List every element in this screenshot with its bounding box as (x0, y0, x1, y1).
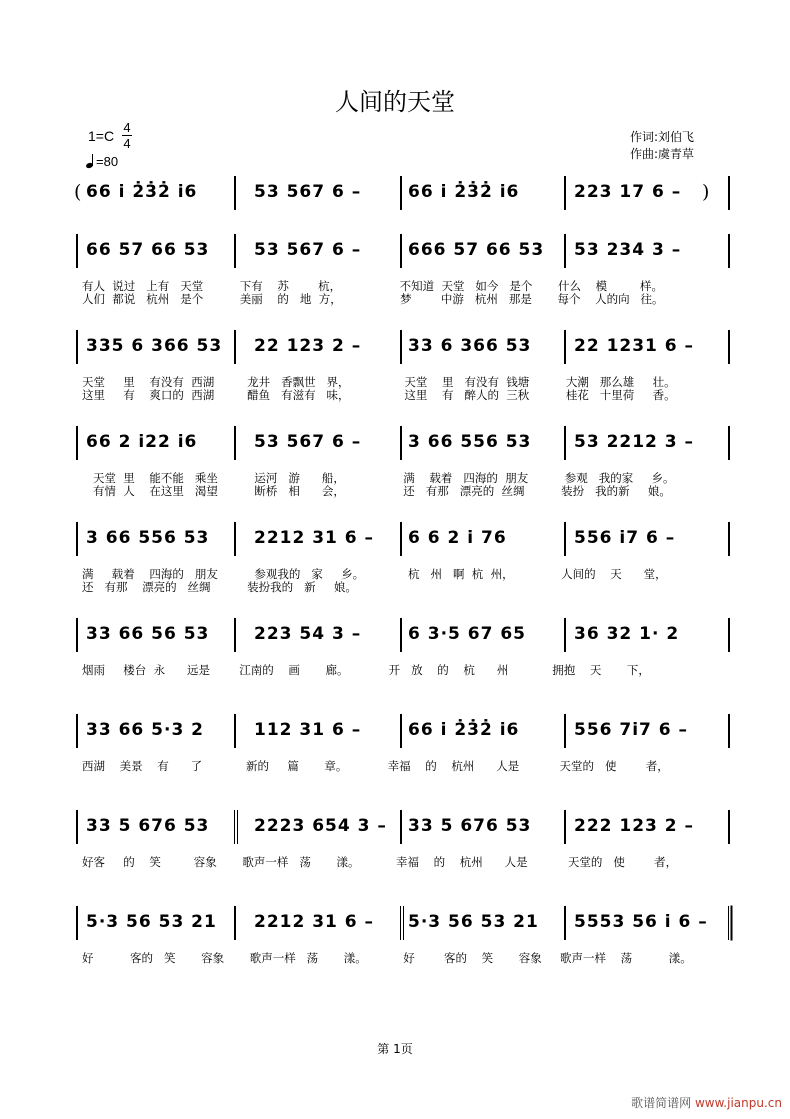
measure: 22 123 2 – (254, 336, 362, 356)
barline (728, 618, 730, 652)
lyric-line: 天堂 里 有没有 西湖 龙井 香飘世 界， 天堂 里 有没有 钱塘 大潮 那么雄 壮。 (82, 375, 676, 389)
barline (76, 618, 78, 652)
staff-line (76, 522, 730, 556)
lyric-line: 好 客的 笑 容象 歌声一样 荡 漾。 好 客的 笑 容象 歌声一样 荡 漾。 (82, 951, 692, 965)
barline (234, 906, 236, 940)
measure: 112 31 6 – (254, 720, 362, 740)
measure: 3 66 556 53 (86, 528, 210, 548)
watermark-site: 歌谱简谱网 (631, 1096, 692, 1110)
barline (400, 330, 402, 364)
barline (564, 618, 566, 652)
barline (564, 234, 566, 268)
barline (728, 714, 730, 748)
barline (728, 906, 729, 940)
barline (76, 426, 78, 460)
measure: 556 i7 6 – (574, 528, 676, 548)
measure: 53 234 3 – (574, 240, 682, 260)
score-system (76, 714, 730, 804)
score-system (76, 906, 730, 996)
score-system (76, 810, 730, 900)
barline (234, 234, 236, 268)
measure: 53 567 6 – (254, 240, 362, 260)
composer-credit: 作曲:虞青草 (630, 147, 695, 161)
staff-line (76, 330, 730, 364)
barline (564, 330, 566, 364)
barline (728, 810, 730, 844)
barline (400, 906, 401, 940)
barline (400, 618, 402, 652)
lyric-line: 有情 人 在这里 渴望 断桥 相 会， 还 有那 漂亮的 丝绸 装扮 我的新 娘。 (82, 484, 671, 498)
staff-line (76, 714, 730, 748)
barline (76, 810, 78, 844)
staff-line (76, 810, 730, 844)
barline (234, 810, 235, 844)
measure: 66 57 66 53 (86, 240, 210, 260)
measure: 3 66 556 53 (408, 432, 532, 452)
barline (728, 176, 730, 210)
measure: 6 6 2 i 76 (408, 528, 507, 548)
time-signature (122, 120, 132, 151)
staff-line (76, 906, 730, 940)
barline (76, 234, 78, 268)
watermark-url: www.jianpu.cn (694, 1096, 782, 1110)
lyricist-credit: 作词:刘伯飞 (630, 130, 695, 144)
barline (564, 714, 566, 748)
barline (728, 522, 730, 556)
lyric-line: 满 载着 四海的 朋友 参观我的 家 乡。 杭 州 啊 杭 州， 人间的 天 堂， (82, 567, 667, 581)
measure: 66 i 2̇3̇2̇ i6 (408, 182, 520, 202)
measure: 223 54 3 – (254, 624, 362, 644)
lyric-line: 这里 有 爽口的 西湖 醋鱼 有滋有 味， 这里 有 醉人的 三秋 桂花 十里荷 香。 (82, 388, 676, 402)
score-system (76, 330, 730, 420)
measure: 53 2212 3 – (574, 432, 695, 452)
measure: 5553 56 i 6 – (574, 912, 708, 932)
barline (564, 906, 566, 940)
tempo-value: =80 (96, 154, 119, 169)
barline (400, 522, 402, 556)
barline (234, 618, 236, 652)
barline (400, 810, 402, 844)
barline (728, 426, 730, 460)
barline (400, 234, 402, 268)
measure: 53 567 6 – (254, 432, 362, 452)
score-system (76, 618, 730, 708)
barline (76, 714, 78, 748)
measure: 66 i 2̇3̇2̇ i6 (86, 182, 198, 202)
measure: 33 5 676 53 (408, 816, 532, 836)
measure: 33 66 56 53 (86, 624, 210, 644)
lyric-line: 烟雨 楼台 永 远是 江南的 画 廊。 开 放 的 杭 州 拥抱 天 下， (82, 663, 650, 677)
barline (234, 714, 236, 748)
measure: 36 32 1· 2 (574, 624, 680, 644)
barline (400, 714, 402, 748)
barline (76, 522, 78, 556)
barline (400, 426, 402, 460)
page-number: 第 1页 (377, 1042, 413, 1056)
measure: 33 5 676 53 (86, 816, 210, 836)
intro-open-paren: ( (74, 181, 82, 203)
barline (728, 234, 730, 268)
barline (234, 426, 236, 460)
barline (728, 330, 730, 364)
lyric-line: 还 有那 漂亮的 丝绸 装扮我的 新 娘。 (82, 580, 357, 594)
measure: 5·3 56 53 21 (86, 912, 217, 932)
measure: 666 57 66 53 (408, 240, 545, 260)
measure: 66 2 i22 i6 (86, 432, 198, 452)
staff-line (76, 176, 730, 210)
measure: 53 567 6 – (254, 182, 362, 202)
measure: 223 17 6 – (574, 182, 682, 202)
score-system (76, 522, 730, 612)
measure: 66 i 2̇3̇2̇ i6 (408, 720, 520, 740)
measure: 2212 31 6 – (254, 912, 375, 932)
barline (564, 176, 566, 210)
barline (76, 906, 78, 940)
quarter-note-icon (86, 154, 96, 168)
lyric-line: 西湖 美景 有 了 新的 篇 章。 幸福 的 杭州 人是 天堂的 使 者， (82, 759, 669, 773)
key-signature: 1=C (88, 128, 115, 144)
watermark (631, 1094, 782, 1111)
barline (234, 522, 236, 556)
staff-line (76, 618, 730, 652)
intro-close-paren: ) (702, 181, 710, 203)
lyric-line: 好客 的 笑 容象 歌声一样 荡 漾。 幸福 的 杭州 人是 天堂的 使 者， (82, 855, 678, 869)
barline (400, 176, 402, 210)
measure: 2223 654 3 – (254, 816, 387, 836)
barline (234, 176, 236, 210)
meter-bottom: 4 (123, 136, 131, 151)
barline (76, 330, 78, 364)
measure: 335 6 366 53 (86, 336, 223, 356)
score-system (76, 234, 730, 324)
barline (564, 426, 566, 460)
measure: 33 66 5·3 2 (86, 720, 205, 740)
staff-line (76, 426, 730, 460)
measure: 5·3 56 53 21 (408, 912, 539, 932)
measure: 222 123 2 – (574, 816, 695, 836)
lyric-line: 有人 说过 上有 天堂 下有 苏 杭， 不知道 天堂 如今 是个 什么 模 样。 (82, 279, 664, 293)
measure: 2212 31 6 – (254, 528, 375, 548)
measure: 6 3·5 67 65 (408, 624, 527, 644)
score-system (76, 426, 730, 516)
lyric-line: 人们 都说 杭州 是个 美丽 的 地 方， 梦 中游 杭州 那是 每个 人的向 往。 (82, 292, 664, 306)
measure: 556 7i7 6 – (574, 720, 689, 740)
lyric-line: 天堂 里 能不能 乘坐 运河 游 船， 满 载着 四海的 朋友 参观 我的家 乡。 (82, 471, 675, 485)
tempo-marking (86, 154, 118, 169)
meter-top: 4 (123, 120, 131, 135)
measure: 33 6 366 53 (408, 336, 532, 356)
measure: 22 1231 6 – (574, 336, 695, 356)
barline (564, 810, 566, 844)
song-title: 人间的天堂 (335, 88, 455, 116)
staff-line (76, 234, 730, 268)
barline (564, 522, 566, 556)
barline (234, 330, 236, 364)
